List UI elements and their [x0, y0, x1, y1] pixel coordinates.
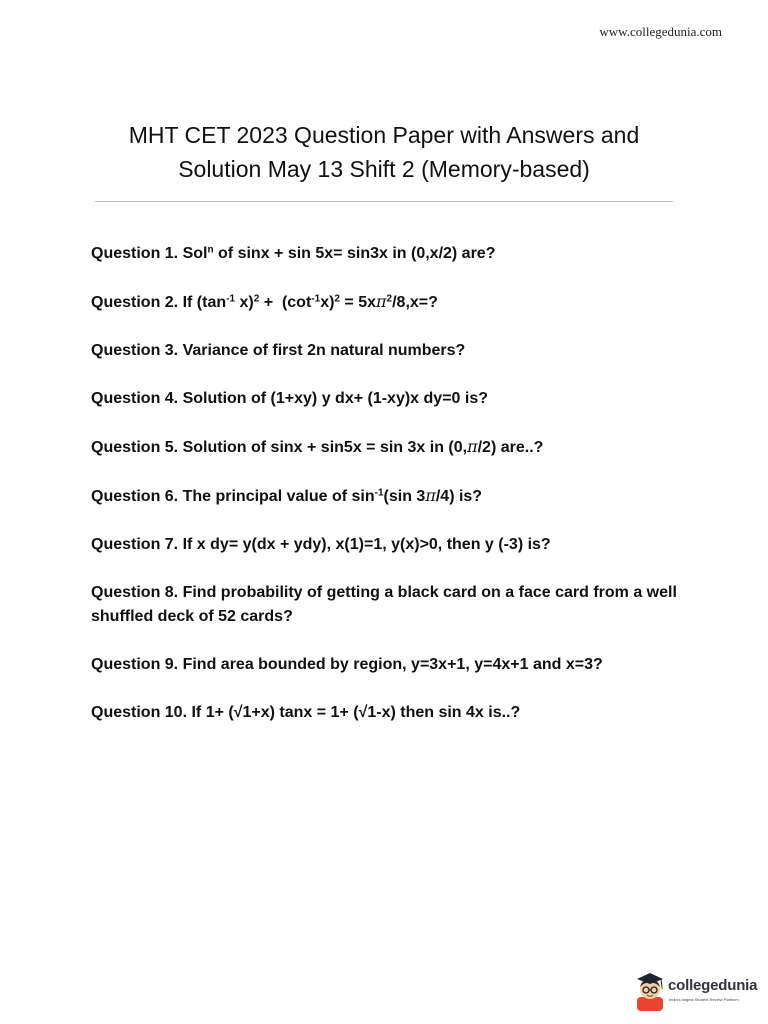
question-6 — [91, 484, 681, 509]
collegedunia-logo — [634, 971, 758, 1011]
mascot-graduate-icon — [634, 971, 666, 1011]
question-3-label: Question 3. — [91, 342, 179, 359]
question-1-text: Sol$^n$ of sinx + sin 5x= sin3x in (0,x/2) are? — [182, 244, 496, 262]
question-3-text: Variance of first 2n natural numbers? — [182, 342, 466, 359]
question-6-text: The principal value of $\sin^{-1}(\sin$ 3π/4) is? — [182, 486, 483, 505]
question-9-text: Find area bounded by region, y=3x+1, y=4x+1 and x=3? — [182, 656, 603, 673]
question-4-text: Solution of (1+xy) y dx+ (1-xy)x dy=0 is? — [182, 390, 488, 407]
title-line-1: MHT CET 2023 Question Paper with Answers and — [128, 122, 640, 148]
title-divider — [95, 201, 673, 202]
question-5-text: Solution of sinx + sin5x = sin 3x in (0,π/2) are..? — [182, 437, 544, 456]
question-10-label: Question 10. — [91, 704, 188, 721]
question-4-label: Question 4. — [91, 390, 179, 407]
question-8 — [91, 581, 681, 629]
question-3 — [91, 339, 681, 363]
question-10-text: If 1+ (√1+x) tanx = 1+ (√1-x) then sin 4x is..? — [191, 704, 521, 721]
question-7-label: Question 7. — [91, 536, 179, 553]
site-url: www.collegedunia.com — [599, 24, 722, 39]
title-line-2: Solution May 13 Shift 2 (Memory-based) — [178, 156, 590, 182]
question-6-label: Question 6. — [91, 488, 179, 505]
question-4 — [91, 387, 681, 411]
question-2-text: If ($\tan^{-1}$ $x)^2 + (\cot^{-1}x)^2 = 5x\pi^2/8,x=$? — [182, 292, 438, 311]
page-title — [0, 118, 768, 186]
question-2 — [91, 290, 681, 315]
question-2-label: Question 2. — [91, 294, 179, 311]
question-5-label: Question 5. — [91, 439, 179, 456]
question-list — [91, 242, 681, 749]
question-1 — [91, 242, 681, 266]
logo-wordmark: collegedunia — [668, 977, 758, 994]
question-9-label: Question 9. — [91, 656, 179, 673]
question-5 — [91, 435, 681, 460]
question-9 — [91, 653, 681, 677]
logo-tagline: India's largest Student Review Platform — [669, 997, 739, 1002]
question-7-text: If x dy= y(dx + ydy), x(1)=1, y(x)>0, then y (-3) is? — [182, 536, 551, 553]
question-7 — [91, 533, 681, 557]
question-10 — [91, 701, 681, 725]
question-8-text: Find probability of getting a black card on a face card from a well shuffled deck of 52 cards? — [91, 584, 677, 625]
question-1-label: Question 1. — [91, 245, 179, 262]
question-8-label: Question 8. — [91, 584, 179, 601]
